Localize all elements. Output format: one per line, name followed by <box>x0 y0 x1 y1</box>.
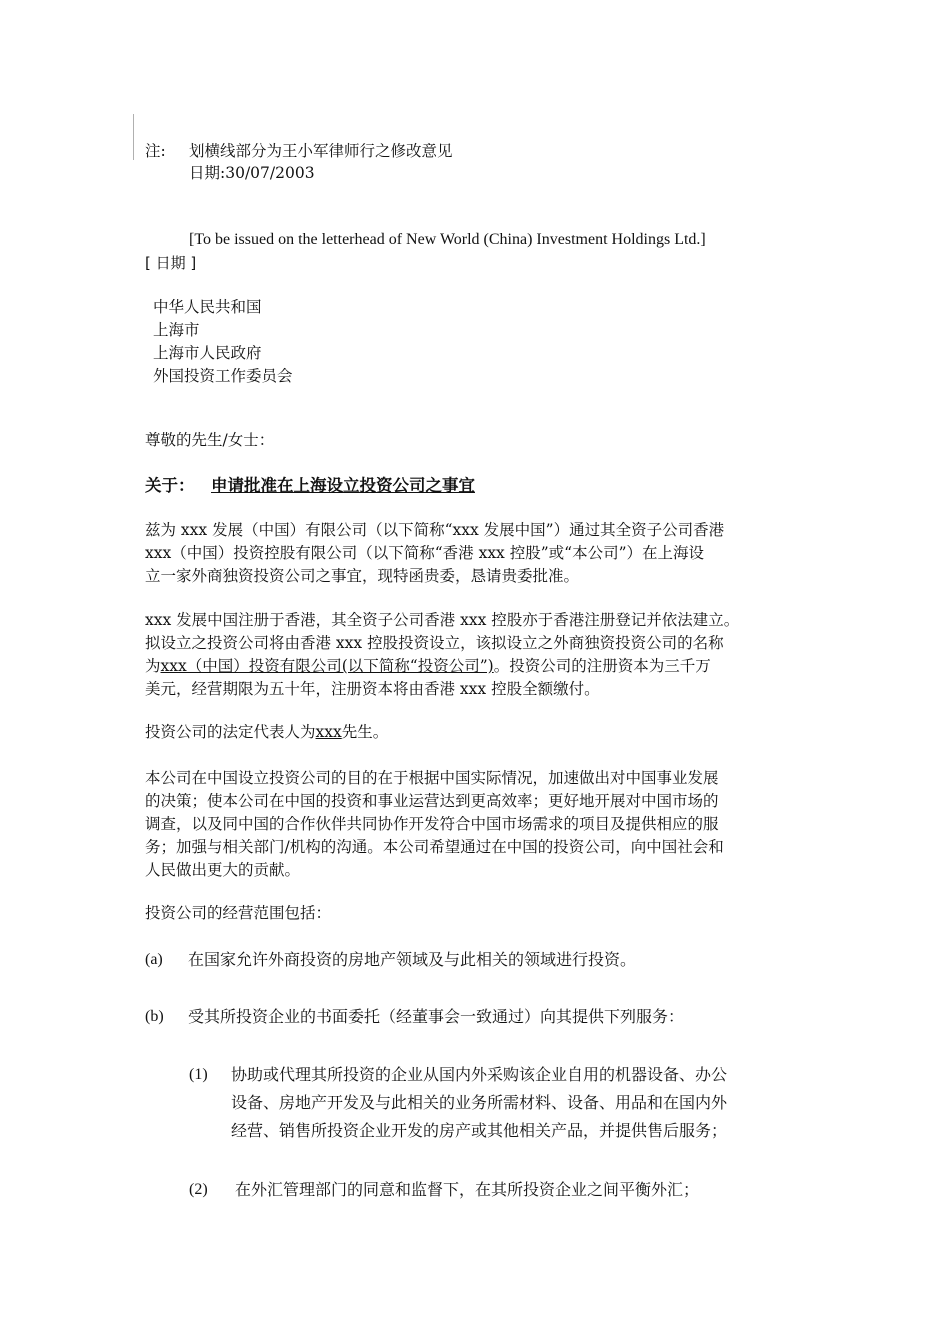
list-item-text: 设备、房地产开发及与此相关的业务所需材料、设备、用品和在国内外 <box>231 1093 728 1112</box>
list-item-label: (b) <box>145 1008 164 1025</box>
subject-prefix: 关于： <box>145 476 195 495</box>
recipient-line: 上海市人民政府 <box>153 344 262 362</box>
paragraph-scope-intro <box>145 902 805 925</box>
subject-title: 申请批准在上海设立投资公司之事宜 <box>211 476 475 495</box>
recipient-line: 外国投资工作委员会 <box>153 367 293 385</box>
date-label: 日期 <box>189 164 221 182</box>
letter-date-placeholder: [ 日期 ] <box>145 254 197 272</box>
list-item-text: 经营、销售所投资企业开发的房产或其他相关产品，并提供售后服务； <box>231 1121 728 1140</box>
paragraph-line: xxx（中国）投资控股有限公司（以下简称“香港 xxx 控股”或“本公司”）在上海设 <box>145 544 705 562</box>
list-item-text: 在外汇管理部门的同意和监督下，在其所投资企业之间平衡外汇； <box>235 1180 700 1199</box>
paragraph-line: 务；加强与相关部门/机构的沟通。本公司希望通过在中国的投资公司，向中国社会和 <box>145 838 724 856</box>
salutation: 尊敬的先生/女士： <box>145 431 275 449</box>
text-suffix: 先生。 <box>341 723 389 741</box>
list-item-text: 协助或代理其所投资的企业从国内外采购该企业自用的机器设备、办公 <box>231 1065 728 1084</box>
paragraph-line: 投资公司的经营范围包括： <box>145 904 332 922</box>
text-suffix: 。投资公司的注册资本为三千万 <box>493 657 711 675</box>
recipient-address <box>153 296 293 388</box>
paragraph-line: 拟设立之投资公司将由香港 xxx 控股投资设立，该拟设立之外商独资投资公司的名称 <box>145 634 724 652</box>
note-text: 划横线部分为王小军律师行之修改意见 <box>189 142 453 160</box>
paragraph-line: 本公司在中国设立投资公司的目的在于根据中国实际情况，加速做出对中国事业发展 <box>145 769 719 787</box>
paragraph-line: 的决策；使本公司在中国的投资和事业运营达到更高效率；更好地开展对中国市场的 <box>145 792 719 810</box>
underlined-company-name: xxx（中国）投资有限公司(以下简称“投资公司”) <box>160 657 494 675</box>
paragraph-registration <box>145 609 805 701</box>
paragraph-line: 调查，以及同中国的合作伙伴共同协作开发符合中国市场需求的项目及提供相应的服 <box>145 815 719 833</box>
list-item-text: 在国家允许外商投资的房地产领域及与此相关的领域进行投资。 <box>188 950 637 969</box>
revision-date <box>189 162 315 184</box>
paragraph-line: 兹为 xxx 发展（中国）有限公司（以下简称“xxx 发展中国”）通过其全资子公司香港 <box>145 521 725 539</box>
date-value: :30/07/2003 <box>220 164 315 182</box>
paragraph-line: xxx 发展中国注册于香港，其全资子公司香港 xxx 控股亦于香港注册登记并依法建立。 <box>145 611 740 629</box>
underlined-rep-name: xxx <box>315 723 342 741</box>
paragraph-legal-rep <box>145 721 805 744</box>
paragraph-line <box>145 655 805 678</box>
revision-margin-bar <box>133 114 134 160</box>
list-item-label: (2) <box>189 1181 208 1198</box>
subject-line <box>145 474 475 498</box>
paragraph-intro <box>145 519 805 588</box>
paragraph-line: 人民做出更大的贡献。 <box>145 861 301 879</box>
recipient-line: 中华人民共和国 <box>153 298 262 316</box>
list-item-label: (1) <box>189 1066 208 1083</box>
paragraph-line <box>145 721 805 744</box>
recipient-line: 上海市 <box>153 321 200 339</box>
revision-note <box>145 140 453 162</box>
paragraph-line: 美元，经营期限为五十年，注册资本将由香港 xxx 控股全额缴付。 <box>145 680 600 698</box>
list-item-label: (a) <box>145 951 163 968</box>
letterhead-instruction: [To be issued on the letterhead of New World (China) Investment Holdings Ltd.] <box>189 231 706 248</box>
text-prefix: 为 <box>145 657 161 675</box>
paragraph-line: 立一家外商独资投资公司之事宜，现特函贵委，恳请贵委批准。 <box>145 567 580 585</box>
list-item-text: 受其所投资企业的书面委托（经董事会一致通过）向其提供下列服务： <box>188 1007 685 1026</box>
paragraph-purpose <box>145 767 805 882</box>
text-prefix: 投资公司的法定代表人为 <box>145 723 316 741</box>
note-label: 注: <box>145 142 166 160</box>
